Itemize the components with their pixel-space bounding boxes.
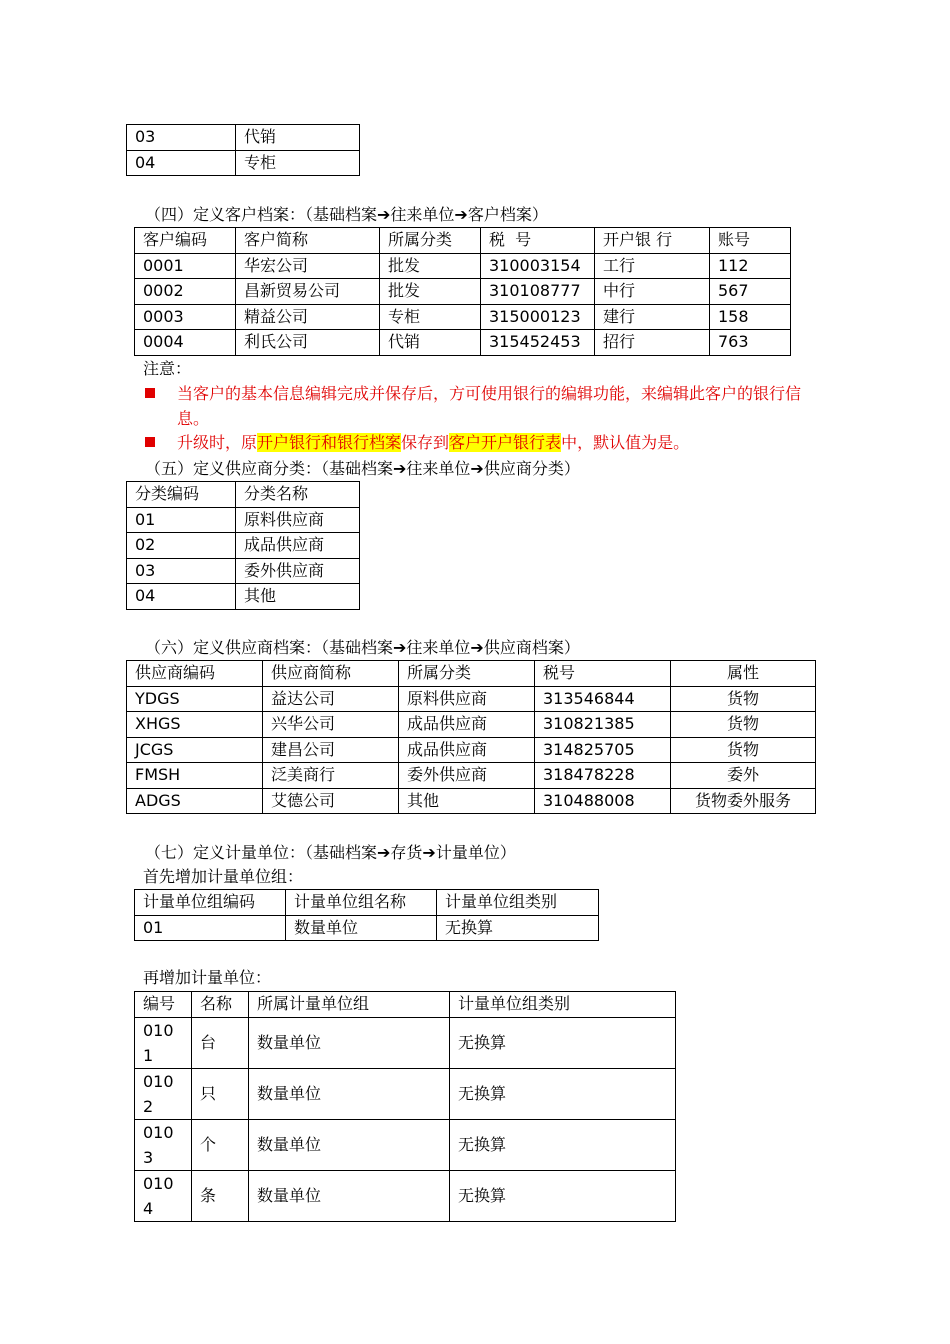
table-cell: 无换算 — [450, 1170, 676, 1221]
table-cell: 无换算 — [450, 1068, 676, 1119]
section5-heading: （五）定义供应商分类：（基础档案➔往来单位➔供应商分类） — [145, 459, 580, 478]
note-2-highlight: 客户开户银行表 — [449, 433, 562, 452]
table-cell: 数量单位 — [249, 1068, 450, 1119]
table-cell: 其他 — [236, 584, 360, 610]
table-cell: 批发 — [380, 279, 481, 305]
table-cell: 批发 — [380, 253, 481, 279]
table-row — [127, 125, 360, 151]
table-row — [127, 763, 816, 789]
table-cell: 0003 — [135, 304, 236, 330]
table-cell: YDGS — [127, 686, 263, 712]
table-row — [135, 915, 599, 941]
table-row — [127, 507, 360, 533]
table-cell: 567 — [710, 279, 791, 305]
category-table-continued — [126, 124, 360, 176]
table-cell: 利氏公司 — [236, 330, 380, 356]
table-cell: 成品供应商 — [236, 533, 360, 559]
table-cell: 昌新贸易公司 — [236, 279, 380, 305]
table-cell: 无换算 — [450, 1017, 676, 1068]
section7-heading: （七）定义计量单位：（基础档案➔存货➔计量单位） — [145, 843, 516, 862]
table-cell: 艾德公司 — [263, 788, 399, 814]
column-header: 税号 — [535, 661, 671, 687]
table-cell: 763 — [710, 330, 791, 356]
table-cell: 个 — [192, 1119, 249, 1170]
table-cell: 委外供应商 — [236, 558, 360, 584]
table-cell: 委外供应商 — [399, 763, 535, 789]
column-header: 计量单位组编码 — [135, 890, 286, 916]
table-cell: 精益公司 — [236, 304, 380, 330]
column-header: 所属分类 — [399, 661, 535, 687]
table-cell: ADGS — [127, 788, 263, 814]
table-cell: 310488008 — [535, 788, 671, 814]
table-cell: 数量单位 — [249, 1170, 450, 1221]
table-row — [127, 788, 816, 814]
note-1: 当客户的基本信息编辑完成并保存后，方可使用银行的编辑功能，来编辑此客户的银行信息。 — [177, 384, 802, 428]
table-cell: 货物 — [671, 712, 816, 738]
section6-heading: （六）定义供应商档案：（基础档案➔往来单位➔供应商档案） — [145, 638, 580, 657]
table-cell: 04 — [127, 150, 236, 176]
note-2 — [177, 430, 689, 455]
table-cell: 03 — [127, 558, 236, 584]
table-cell: 0104 — [135, 1170, 192, 1221]
column-header: 所属分类 — [380, 228, 481, 254]
table-cell: 0103 — [135, 1119, 192, 1170]
table-cell: 310108777 — [481, 279, 595, 305]
table-cell: 无换算 — [437, 915, 599, 941]
table-cell: 01 — [127, 507, 236, 533]
table-row — [135, 1017, 676, 1068]
table-cell: 只 — [192, 1068, 249, 1119]
table-cell: 03 — [127, 125, 236, 151]
table-cell: 0001 — [135, 253, 236, 279]
table-cell: 158 — [710, 304, 791, 330]
table-cell: 原料供应商 — [399, 686, 535, 712]
table-header-row — [135, 890, 599, 916]
table-cell: 货物 — [671, 737, 816, 763]
bullet-icon — [145, 437, 155, 447]
column-header: 供应商编码 — [127, 661, 263, 687]
table-row — [135, 279, 791, 305]
table-row — [135, 1170, 676, 1221]
supplier-table — [126, 660, 816, 814]
table-cell: 台 — [192, 1017, 249, 1068]
table-cell: 建行 — [595, 304, 710, 330]
table-cell: JCGS — [127, 737, 263, 763]
table-header-row — [127, 482, 360, 508]
table-cell: 数量单位 — [249, 1119, 450, 1170]
table-cell: 0102 — [135, 1068, 192, 1119]
table-cell: 招行 — [595, 330, 710, 356]
column-header: 客户简称 — [236, 228, 380, 254]
table-cell: 318478228 — [535, 763, 671, 789]
column-header: 计量单位组类别 — [450, 992, 676, 1018]
table-row — [135, 330, 791, 356]
table-row — [127, 558, 360, 584]
table-cell: 专柜 — [380, 304, 481, 330]
table-header-row — [135, 228, 791, 254]
table-row — [135, 304, 791, 330]
table-cell: XHGS — [127, 712, 263, 738]
table-cell: 315000123 — [481, 304, 595, 330]
unit-group-table — [134, 889, 599, 941]
table-cell: 华宏公司 — [236, 253, 380, 279]
table-header-row — [127, 661, 816, 687]
table-cell: 益达公司 — [263, 686, 399, 712]
table-row — [127, 150, 360, 176]
column-header: 属性 — [671, 661, 816, 687]
table-row — [127, 737, 816, 763]
column-header: 计量单位组类别 — [437, 890, 599, 916]
column-header: 账号 — [710, 228, 791, 254]
table-cell: 0002 — [135, 279, 236, 305]
table-cell: 0101 — [135, 1017, 192, 1068]
column-header: 客户编码 — [135, 228, 236, 254]
table-cell: 泛美商行 — [263, 763, 399, 789]
table-row — [135, 1119, 676, 1170]
column-header: 所属计量单位组 — [249, 992, 450, 1018]
note-2-text: 升级时，原 — [177, 433, 258, 452]
bullet-icon — [145, 388, 155, 398]
table-cell: FMSH — [127, 763, 263, 789]
table-cell: 中行 — [595, 279, 710, 305]
table-row — [135, 253, 791, 279]
table-cell: 112 — [710, 253, 791, 279]
table-cell: 专柜 — [236, 150, 360, 176]
table-cell: 原料供应商 — [236, 507, 360, 533]
unit-group-intro: 首先增加计量单位组： — [143, 867, 304, 886]
table-cell: 01 — [135, 915, 286, 941]
table-cell: 04 — [127, 584, 236, 610]
table-cell: 315452453 — [481, 330, 595, 356]
unit-intro: 再增加计量单位： — [143, 968, 272, 987]
table-row — [127, 584, 360, 610]
column-header: 开户银 行 — [595, 228, 710, 254]
table-cell: 310821385 — [535, 712, 671, 738]
column-header: 计量单位组名称 — [286, 890, 437, 916]
table-cell: 数量单位 — [249, 1017, 450, 1068]
column-header: 名称 — [192, 992, 249, 1018]
note-2-text: 中，默认值为是。 — [561, 433, 690, 452]
table-cell: 数量单位 — [286, 915, 437, 941]
table-header-row — [135, 992, 676, 1018]
table-cell: 无换算 — [450, 1119, 676, 1170]
table-cell: 成品供应商 — [399, 737, 535, 763]
section4-heading: （四）定义客户档案：（基础档案➔往来单位➔客户档案） — [145, 205, 548, 224]
table-cell: 工行 — [595, 253, 710, 279]
supplier-category-table — [126, 481, 360, 610]
table-cell: 代销 — [236, 125, 360, 151]
note-2-highlight: 开户银行和银行档案 — [257, 433, 402, 452]
table-cell: 314825705 — [535, 737, 671, 763]
table-cell: 代销 — [380, 330, 481, 356]
table-cell: 02 — [127, 533, 236, 559]
table-cell: 0004 — [135, 330, 236, 356]
table-cell: 313546844 — [535, 686, 671, 712]
column-header: 供应商简称 — [263, 661, 399, 687]
table-cell: 货物 — [671, 686, 816, 712]
column-header: 税 号 — [481, 228, 595, 254]
note-label: 注意： — [143, 359, 192, 378]
table-row — [127, 533, 360, 559]
customer-table — [134, 227, 791, 356]
table-cell: 兴华公司 — [263, 712, 399, 738]
table-row — [127, 712, 816, 738]
table-cell: 货物委外服务 — [671, 788, 816, 814]
column-header: 分类名称 — [236, 482, 360, 508]
table-row — [135, 1068, 676, 1119]
table-cell: 其他 — [399, 788, 535, 814]
table-cell: 委外 — [671, 763, 816, 789]
table-cell: 建昌公司 — [263, 737, 399, 763]
unit-table — [134, 991, 676, 1222]
table-cell: 条 — [192, 1170, 249, 1221]
table-cell: 310003154 — [481, 253, 595, 279]
column-header: 编号 — [135, 992, 192, 1018]
table-cell: 成品供应商 — [399, 712, 535, 738]
table-row — [127, 686, 816, 712]
note-2-text: 保存到 — [401, 433, 450, 452]
column-header: 分类编码 — [127, 482, 236, 508]
